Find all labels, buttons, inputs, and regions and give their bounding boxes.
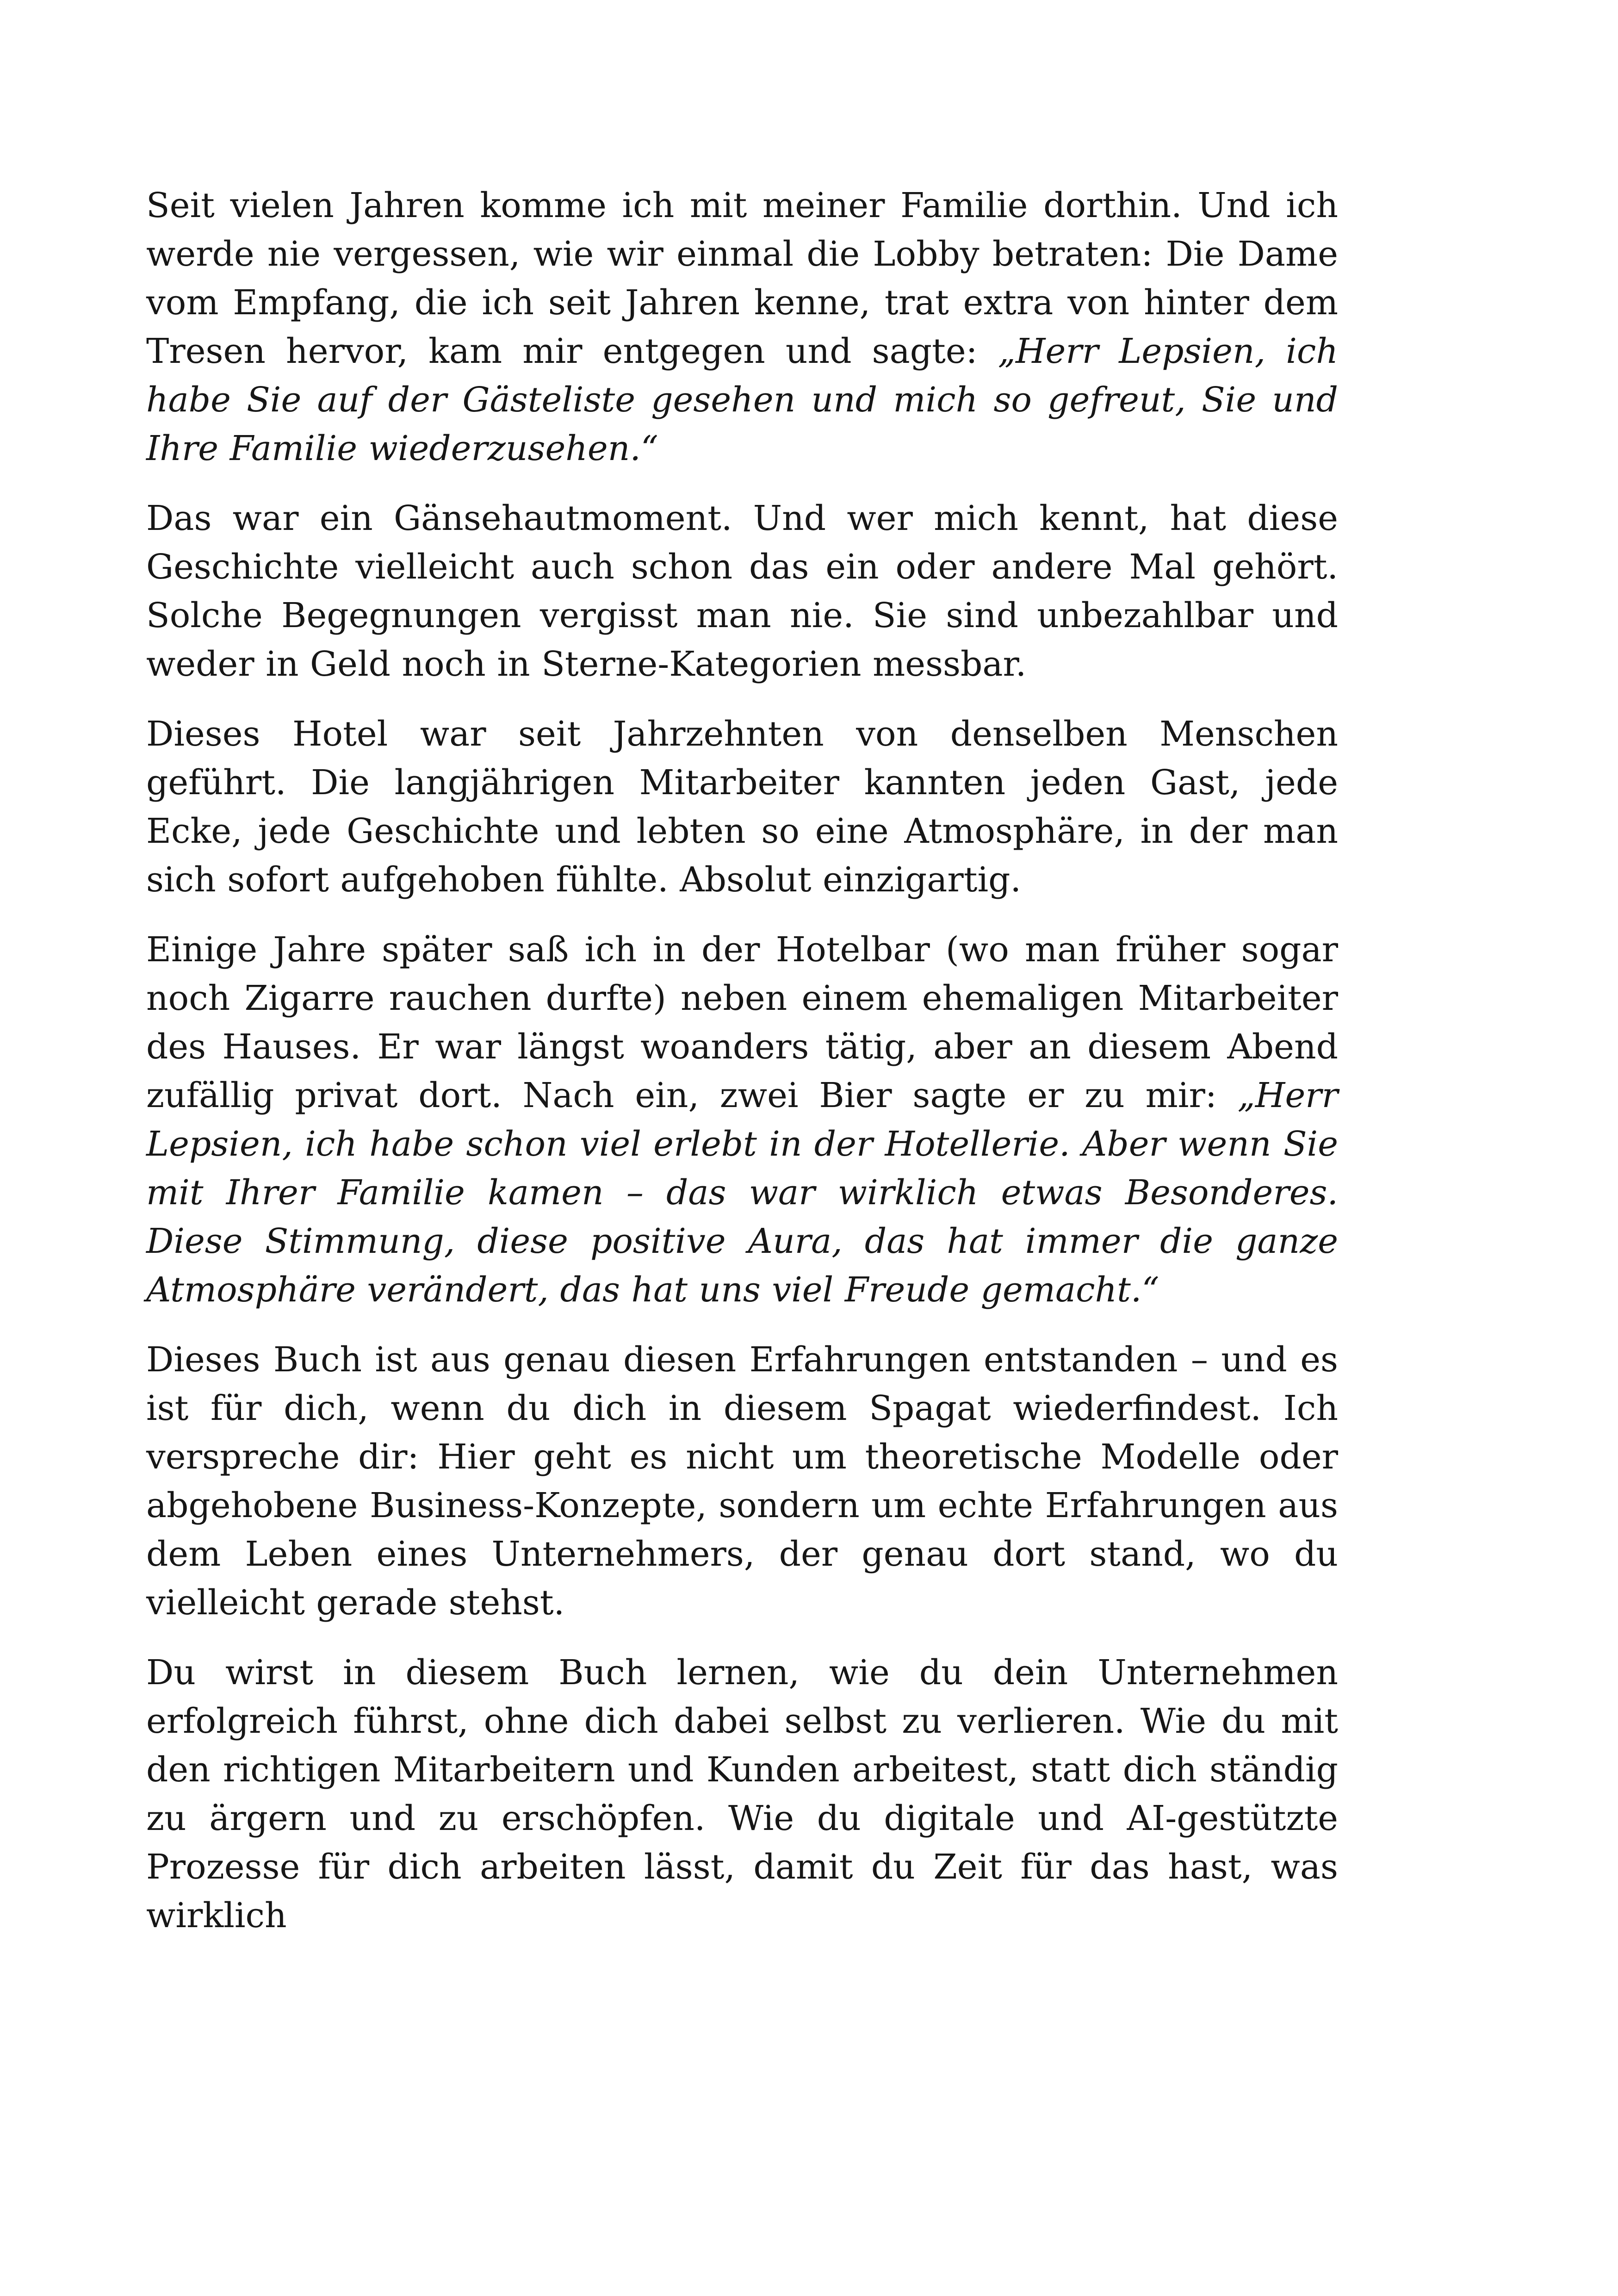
paragraph: [146, 494, 1338, 689]
body-text: Dieses Hotel war seit Jahrzehnten von denselben Menschen geführt. Die langjährigen Mitarbeiter kannten jeden Gast, jede Ecke, jede Geschichte und lebten so eine Atmosphäre, in der man sich sofort aufgehoben fühlte. Absolut einzigartig.: [146, 714, 1338, 900]
paragraph: [146, 1649, 1338, 1940]
paragraph: [146, 181, 1338, 473]
quote-text: „Herr Lepsien, ich habe Sie auf der Gästeliste gesehen und mich so gefreut, Sie und Ihre Familie wiederzusehen.“: [146, 331, 1338, 468]
body-text: Dieses Buch ist aus genau diesen Erfahrungen entstanden – und es ist für dich, wenn du dich in diesem Spagat wiederfindest. Ich verspreche dir: Hier geht es nicht um theoretische Modelle oder abgehobene Business-Konzepte, sondern um echte Erfahrungen aus dem Leben eines Unternehmers, der genau dort stand, wo du vielleicht gerade stehst.: [146, 1340, 1338, 1623]
paragraph: [146, 1336, 1338, 1627]
paragraph: [146, 710, 1338, 904]
body-text: Das war ein Gänsehautmoment. Und wer mich kennt, hat diese Geschichte vielleicht auch schon das ein oder andere Mal gehört. Solche Begegnungen vergisst man nie. Sie sind unbezahlbar und weder in Geld noch in Sterne-Kategorien messbar.: [146, 498, 1338, 684]
body-text: Du wirst in diesem Buch lernen, wie du dein Unternehmen erfolgreich führst, ohne dich dabei selbst zu verlieren. Wie du mit den richtigen Mitarbeitern und Kunden arbeitest, statt dich ständig zu ärgern und zu erschöpfen. Wie du digitale und AI-gestützte Prozesse für dich arbeiten lässt, damit du Zeit für das hast, was wirklich: [146, 1653, 1338, 1935]
body-text: Seit vielen Jahren komme ich mit meiner Familie dorthin. Und ich werde nie vergessen, wie wir einmal die Lobby betraten: Die Dame vom Empfang, die ich seit Jahren kenne, trat extra von hinter dem Tresen hervor, kam mir entgegen und sagte:: [146, 186, 1338, 371]
paragraph: [146, 926, 1338, 1314]
page-text: [146, 181, 1338, 1961]
body-text: Einige Jahre später saß ich in der Hotelbar (wo man früher sogar noch Zigarre rauchen durfte) neben einem ehemaligen Mitarbeiter des Hauses. Er war längst woanders tätig, aber an diesem Abend zufällig privat dort. Nach ein, zwei Bier sagte er zu mir:: [146, 930, 1338, 1115]
quote-text: „Herr Lepsien, ich habe schon viel erlebt in der Hotellerie. Aber wenn Sie mit Ihrer Familie kamen – das war wirklich etwas Besonderes. Diese Stimmung, diese positive Aura, das hat immer die ganze Atmosphäre verändert, das hat uns viel Freude gemacht.“: [146, 1076, 1338, 1310]
